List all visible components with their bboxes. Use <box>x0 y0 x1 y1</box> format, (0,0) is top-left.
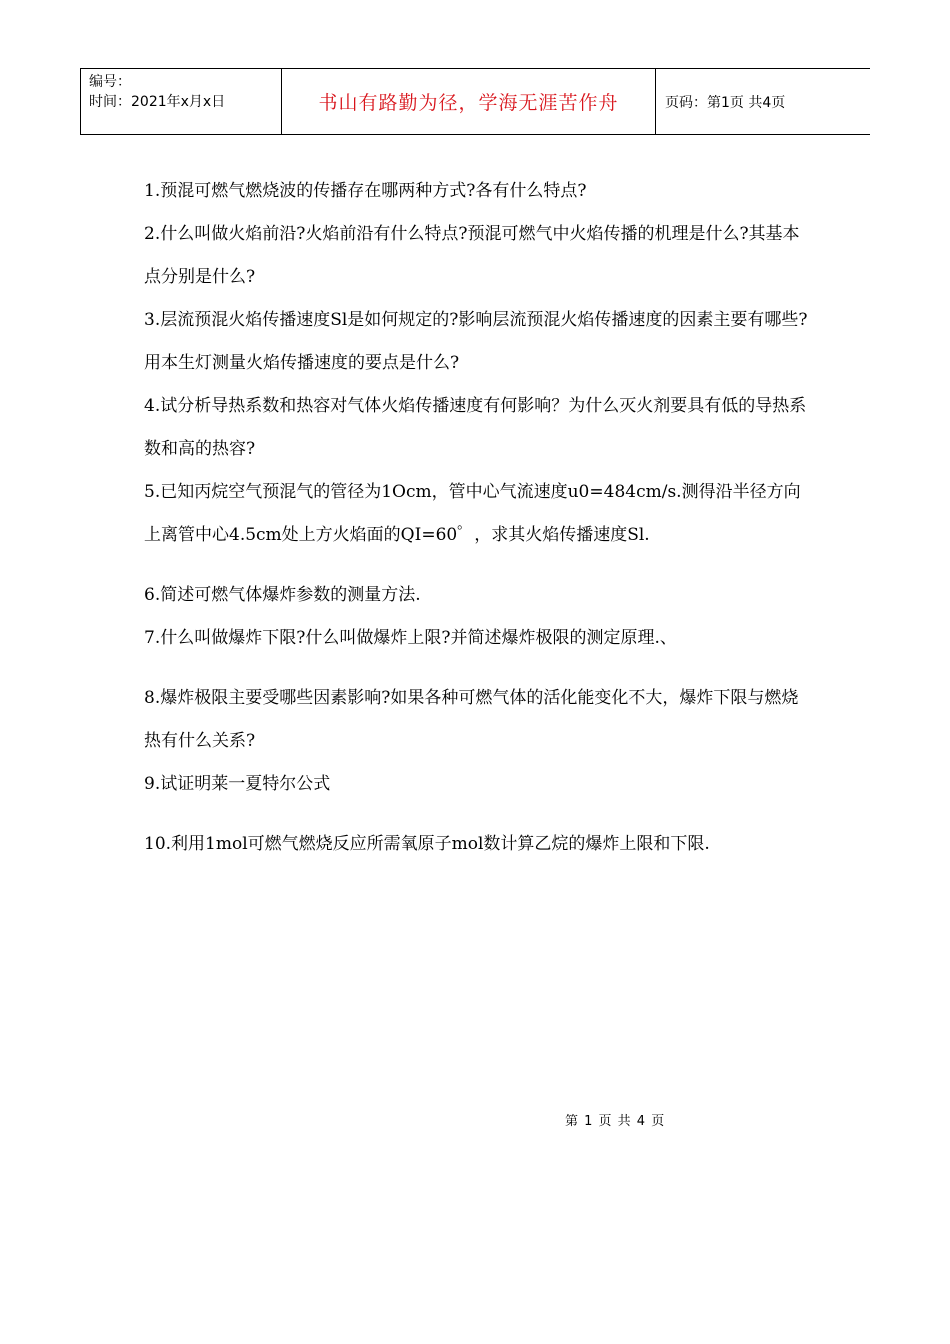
date-label: 时间：2021年x月x日 <box>89 94 226 110</box>
question-item: 7.什么叫做爆炸下限?什么叫做爆炸上限?并简述爆炸极限的测定原理.、 <box>144 628 677 648</box>
question-item: 4.试分析导热系数和热容对气体火焰传播速度有何影响？为什么灭火剂要具有低的导热系数和高的热容? <box>144 396 807 459</box>
question-item: 8.爆炸极限主要受哪些因素影响?如果各种可燃气体的活化能变化不大，爆炸下限与燃烧热有什么关系? <box>144 688 799 751</box>
number-label: 编号： <box>89 74 131 90</box>
question-list <box>144 170 814 866</box>
header-meta-cell <box>81 69 282 134</box>
question-item: 6.简述可燃气体爆炸参数的测量方法. <box>144 585 421 605</box>
page-footer: 第 1 页 共 4 页 <box>565 1114 666 1129</box>
question-item: 10.利用1mol可燃气燃烧反应所需氧原子mol数计算乙烷的爆炸上限和下限. <box>144 834 710 854</box>
header-motto: 书山有路勤为径，学海无涯苦作舟 <box>282 69 656 134</box>
document-header <box>80 68 870 135</box>
question-item: 1.预混可燃气燃烧波的传播存在哪两种方式?各有什么特点? <box>144 181 587 201</box>
question-item: 5.已知丙烷空气预混气的管径为1Ocm，管中心气流速度u0=484cm/s.测得沿半径方向上离管中心4.5cm处上方火焰面的QI=60゜，求其火焰传播速度Sl. <box>144 482 801 545</box>
question-item: 9.试证明莱一夏特尔公式 <box>144 774 331 794</box>
question-item: 3.层流预混火焰传播速度Sl是如何规定的?影响层流预混火焰传播速度的因素主要有哪些?用本生灯测量火焰传播速度的要点是什么? <box>144 310 808 373</box>
header-page-info: 页码：第1页 共4页 <box>665 94 786 111</box>
question-item: 2.什么叫做火焰前沿?火焰前沿有什么特点?预混可燃气中火焰传播的机理是什么?其基本点分别是什么? <box>144 224 800 287</box>
